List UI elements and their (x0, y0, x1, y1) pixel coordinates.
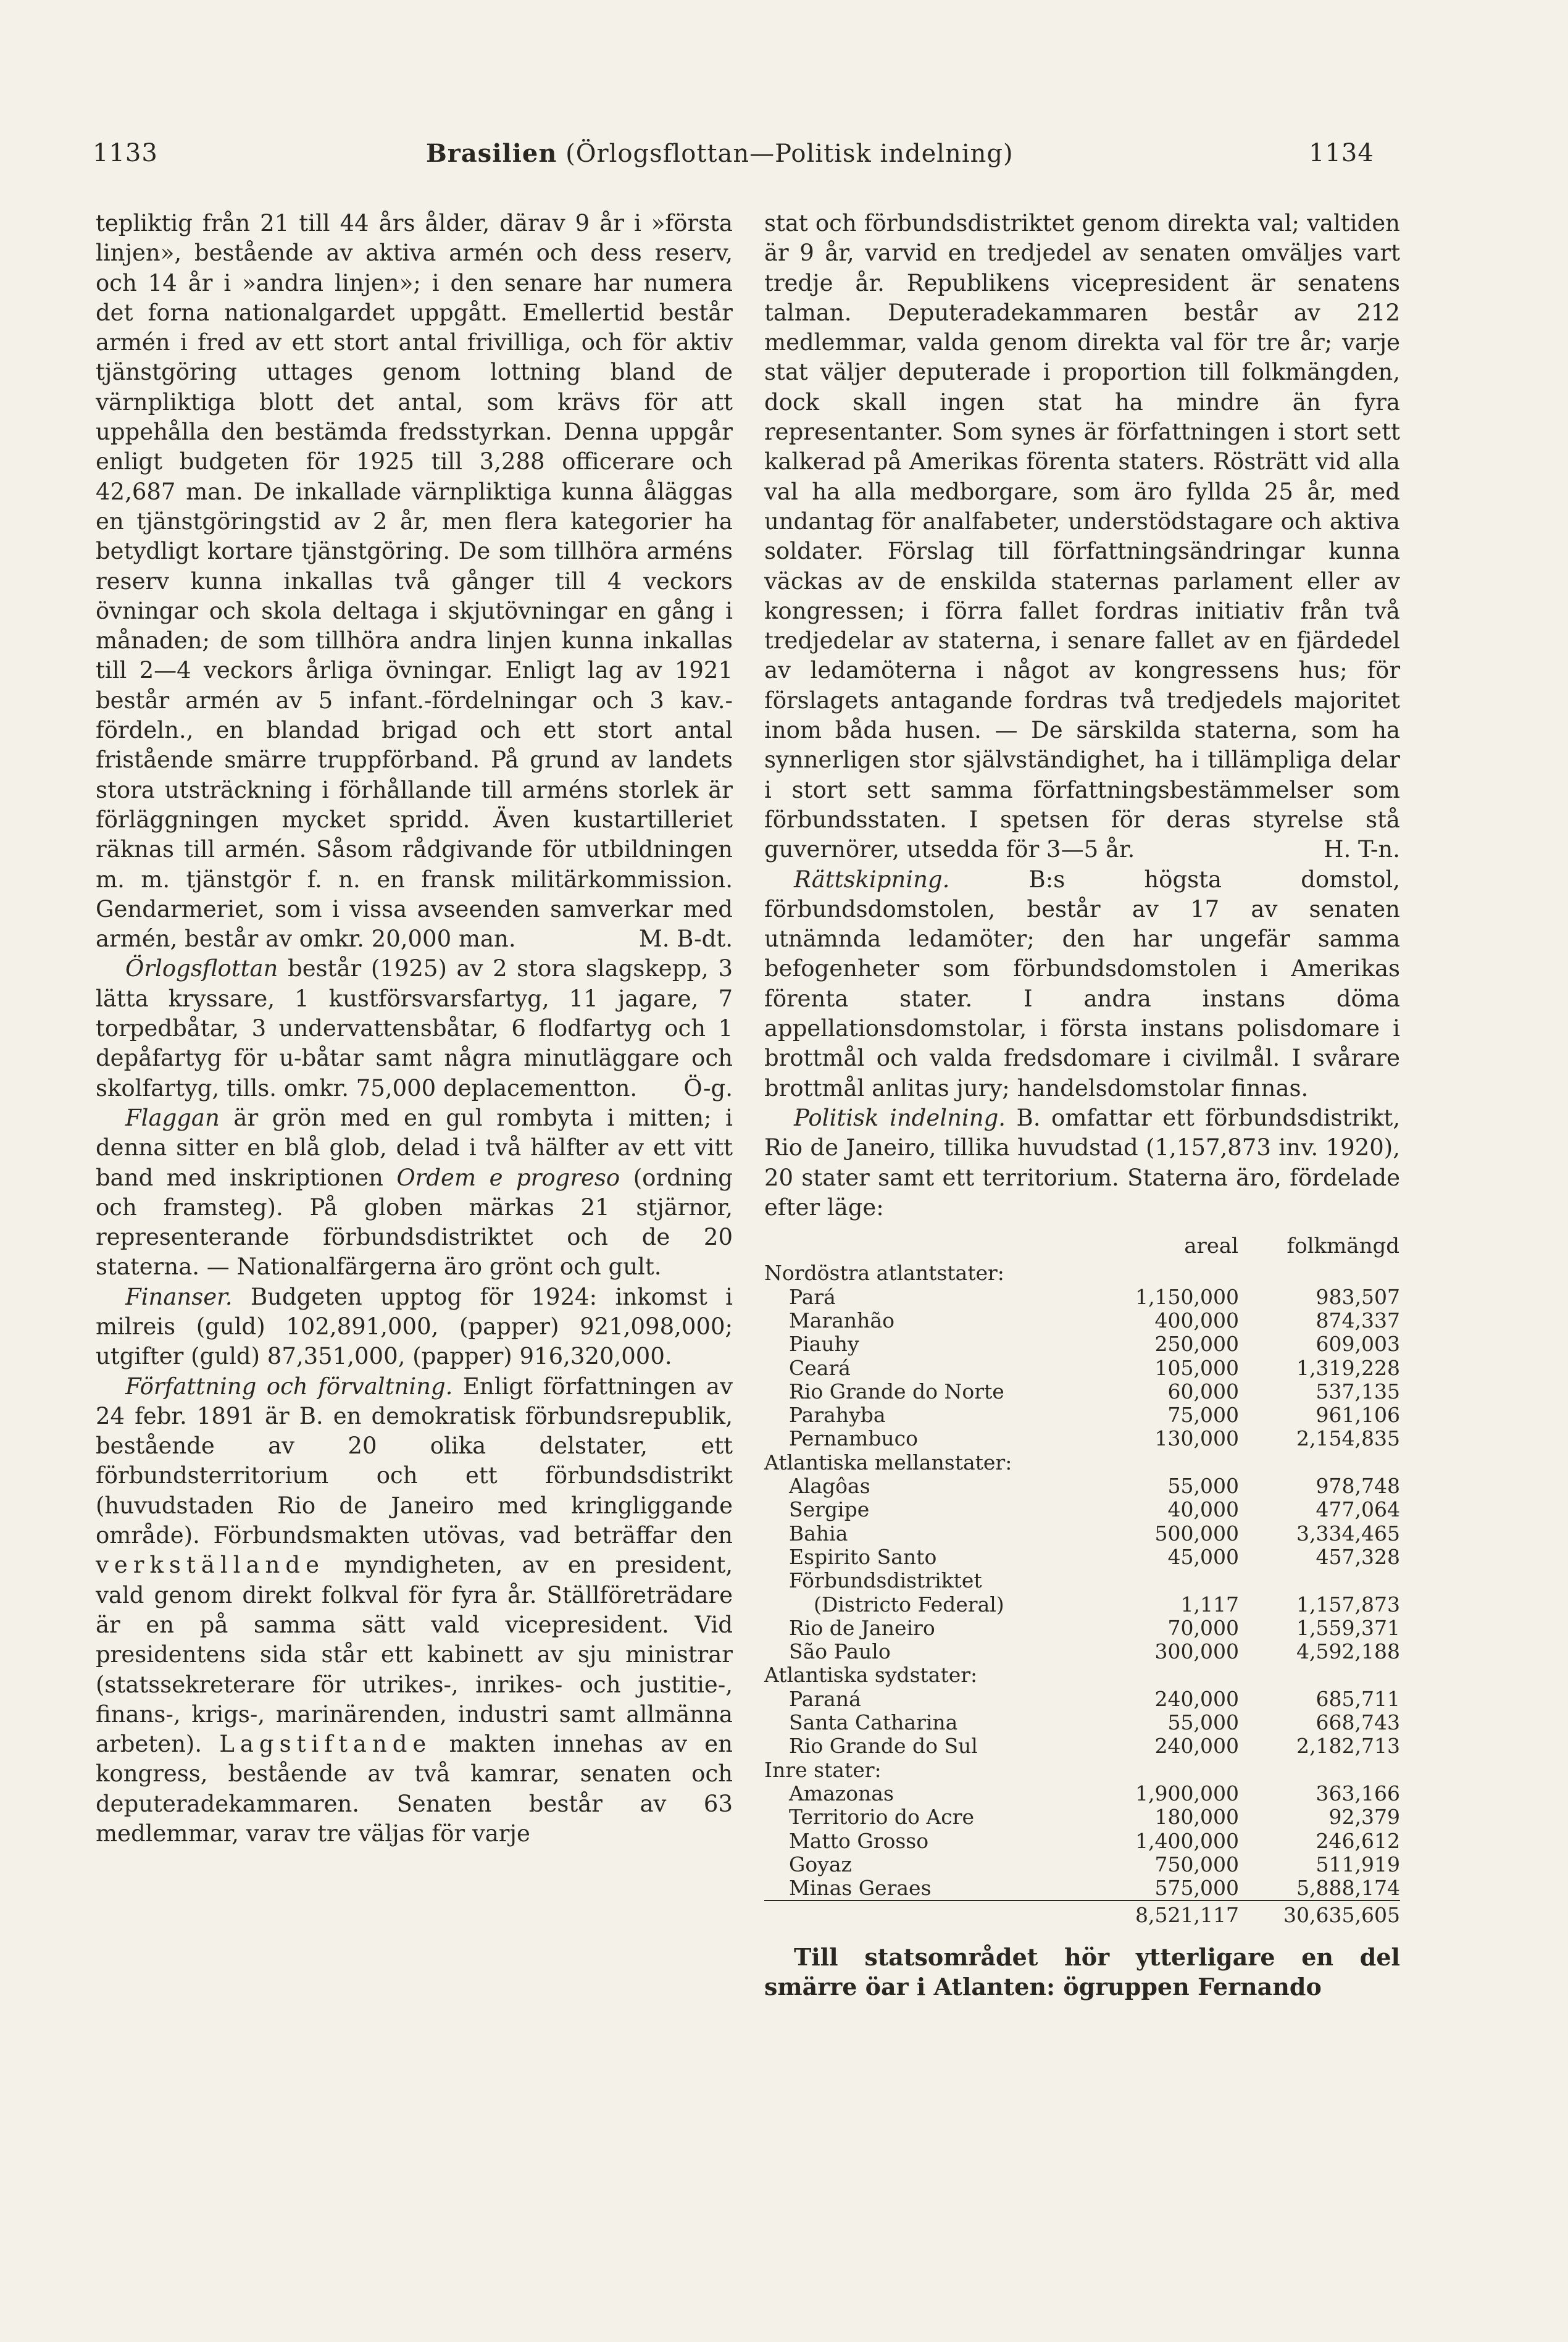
judiciary-paragraph (764, 865, 1400, 1103)
flag-text-a: är grön med en gul rombyta i mitten; i denna sitter en blå glob, delad i två hälfter av ett vitt band med inskriptionen (96, 1104, 733, 1191)
finance-paragraph (96, 1282, 733, 1372)
table-row: Rio Grande do Norte 60,000 537,135 (789, 1379, 1400, 1403)
col-area-header: areal (1184, 1234, 1238, 1259)
right-column (764, 209, 1400, 2002)
judiciary-text: B:s högsta domstol, förbundsdomstolen, består av 17 av senaten utnämnda ledamöter; den har ungefär samma befogenheter som förbundsdomstolen i Amerikas förenta stater. I andra instans döma appellationsdomstolar, i första instans polisdomare i brottmål och valda fredsdomare i civilmål. I svårare brottmål anlitas jury; handelsdomstolar finnas. (764, 866, 1400, 1102)
division-text: B. omfattar ett förbundsdistrikt, Rio de Janeiro, tillika huvudstad (1,157,873 inv. 1920), 20 stater samt ett territorium. Staterna äro, fördelade efter läge: (764, 1104, 1400, 1221)
flag-motto: Ordem e progreso (396, 1164, 620, 1191)
table-row: Territorio do Acre 180,000 92,379 (789, 1805, 1400, 1830)
flag-paragraph (96, 1103, 733, 1282)
group-row: Nordöstra atlantstater: (764, 1261, 1004, 1286)
table-row: Minas Geraes 575,000 5,888,174 (789, 1876, 1400, 1901)
page-number-left: 1133 (93, 139, 158, 167)
division-term: Politisk indelning. (794, 1104, 1006, 1131)
table-row: Rio de Janeiro 70,000 1,559,371 (789, 1615, 1400, 1640)
navy-text: består (1925) av 2 stora slagskepp, 3 lätta kryssare, 1 kustförsvarsfartyg, 11 jagare, 7 torpedbåtar, 3 undervattensbåtar, 6 flodfartyg och 1 depåfartyg för u-båtar samt några minutläggare och skolfartyg, tills. omkr. 75,000 deplacementton. (96, 955, 733, 1102)
table-row: Pernambuco 130,000 2,154,835 (789, 1426, 1400, 1451)
table-row: Matto Grosso 1,400,000 246,612 (789, 1828, 1400, 1853)
table-row: Ceará 105,000 1,319,228 (789, 1355, 1400, 1380)
navy-paragraph (96, 954, 733, 1103)
total-area: 8,521,117 (1096, 1901, 1239, 1927)
left-column (96, 209, 733, 1849)
page-number-right: 1134 (1309, 139, 1374, 167)
states-table (764, 1234, 1400, 1928)
table-row: Parahyba 75,000 961,106 (789, 1403, 1400, 1428)
table-row: Espirito Santo 45,000 457,328 (789, 1544, 1400, 1569)
army-paragraph (96, 209, 733, 954)
table-row: Amazonas 1,900,000 363,166 (789, 1781, 1400, 1805)
executive-spaced: verkställande (96, 1552, 325, 1579)
senate-text: stat och förbundsdistriktet genom direkta val; valtiden är 9 år, varvid en tredjedel av senaten omväljes vart tredje år. Republikens vicepresident är senatens talman. Deputeradekammaren består av 212 medlemmar, valda genom direkta val för tre år; varje stat väljer deputerade i proportion till folkmängden, dock skall ingen stat ha mindre än fyra representanter. Som synes är författningen i stort sett kalkerad på Amerikas förenta staters. Rösträtt vid alla val ha alla medborgare, som äro fyllda 25 år, med undantag för analfabeter, understödstagare och aktiva soldater. Förslag till författningsändringar kunna väckas av de enskilda staternas parlament eller av kongressen; i förra fallet fordras initiativ från två tredjedelar av staterna, i senare fallet av en fjärdedel av ledamöterna i något av kongressens hus; för förslagets antagande fordras två tredjedels majoritet inom båda husen. — De särskilda staterna, som ha synnerligen stor självständighet, ha i tillämpliga delar i stort sett samma författningsbestämmelser som förbundsstaten. I spetsen för deras styrelse stå guvernörer, utsedda för 3—5 år. (764, 210, 1400, 863)
constitution-text-c: makten innehas av en kongress, bestående av två kamrar, senaten och deputeradekammaren. Senaten består av 63 medlemmar, varav tre väljas för varje (96, 1731, 733, 1847)
table-row: Goyaz 750,000 511,919 (789, 1852, 1400, 1876)
table-row: Paraná 240,000 685,711 (789, 1686, 1400, 1711)
constitution-text-a: Enligt författningen av 24 febr. 1891 är B. en demokratisk förbundsrepublik, bestående av 20 olika delstater, ett förbundsterritorium och ett förbundsdistrikt (huvudstaden Rio de Janeiro med kringliggande område). Förbundsmakten utövas, vad beträffar den (96, 1373, 733, 1549)
table-row: Maranhão 400,000 874,337 (789, 1308, 1400, 1332)
table-row: Santa Catharina 55,000 668,743 (789, 1710, 1400, 1735)
army-text: tepliktig från 21 till 44 års ålder, därav 9 år i »första linjen», bestående av aktiva armén och dess reserv, och 14 år i »andra linjen»; i den senare har numera det forna nationalgardet uppgått. Emellertid består armén i fred av ett stort antal frivilliga, och för aktiv tjänstgöring uttages genom lottning bland de värnpliktiga blott det antal, som krävs för att uppehålla den bestämda fredsstyrkan. Denna uppgår enligt budgeten för 1925 till 3,288 officerare och 42,687 man. De inkallade värnpliktiga kunna åläggas en tjänstgöringstid av 2 år, men flera kategorier ha betydligt kortare tjänstgöring. De som tillhöra arméns reserv kunna inkallas två gånger till 4 veckors övningar och skola deltaga i skjutövningar en gång i månaden; de som tillhöra andra linjen kunna inkallas till 2—4 veckors årliga övningar. Enligt lag av 1921 består armén av 5 infant.-fördelningar och 3 kav.-fördeln., en blandad brigad och ett stort antal fristående smärre truppförband. På grund av landets stora utsträckning i förhållande till arméns storlek är förläggningen mycket spridd. Även kustartilleriet räknas till armén. Såsom rådgivande för utbildningen m. m. tjänstgör f. n. en fransk militärkommission. Gendarmeriet, som i vissa avseenden samverkar med armén, består av omkr. 20,000 man. (96, 210, 733, 953)
flag-text-b: (ordning och framsteg). På globen märkas 21 stjärnor, representerande förbundsdistriktet och de 20 staterna. — Nationalfärgerna äro grönt och gult. (96, 1164, 733, 1281)
group-row: Inre stater: (764, 1757, 882, 1782)
navy-term: Örlogsflottan (125, 955, 278, 982)
navy-signature: Ö-g. (683, 1074, 733, 1102)
table-header-row (764, 1234, 1400, 1261)
legislative-spaced: Lagstiftande (219, 1731, 432, 1758)
table-row: São Paulo 300,000 4,592,188 (789, 1639, 1400, 1664)
table-row: Bahia 500,000 3,334,465 (789, 1521, 1400, 1545)
table-row: Rio Grande do Sul 240,000 2,182,713 (789, 1734, 1400, 1759)
header-title-rest: (Örlogsflottan—Politisk indelning) (557, 140, 1014, 168)
division-paragraph (764, 1103, 1400, 1223)
table-row: Sergipe 40,000 477,064 (789, 1497, 1400, 1522)
total-pop: 30,635,605 (1239, 1901, 1400, 1927)
senate-paragraph (764, 209, 1400, 865)
constitution-paragraph (96, 1372, 733, 1849)
total-row (764, 1901, 1400, 1927)
header-title-bold: Brasilien (426, 139, 557, 168)
table-row: (Districto Federal) 1,117 1,157,873 (814, 1592, 1400, 1616)
col-pop-header: folkmängd (1287, 1234, 1399, 1259)
constitution-term: Författning och förvaltning. (125, 1373, 453, 1400)
finance-text: Budgeten upptog för 1924: inkomst i milreis (guld) 102,891,000, (papper) 921,098,000; utgifter (guld) 87,351,000, (papper) 916,320,000. (96, 1283, 733, 1370)
running-header (426, 139, 1014, 168)
table-row: Piauhy 250,000 609,003 (789, 1332, 1400, 1357)
senate-signature: H. T-n. (1324, 836, 1400, 863)
constitution-text-b: myndigheten, av en president, vald genom direkt folkval för fyra år. Ställföreträdare är en på samma sätt vald vicepresident. Vid presidentens sida står ett kabinett av sju ministrar (statssekreterare för utrikes-, inrikes- och justitie-, finans-, krigs-, marinärenden, industri samt allmänna arbeten). (96, 1552, 733, 1758)
group-row: Atlantiska sydstater: (764, 1663, 978, 1687)
district-title-row: Förbundsdistriktet (789, 1568, 982, 1593)
army-signature: M. B-dt. (638, 926, 733, 953)
flag-term: Flaggan (125, 1104, 220, 1131)
finance-term: Finanser. (125, 1283, 233, 1310)
islands-paragraph: Till statsområdet hör ytterligare en del smärre öar i Atlanten: ögruppen Fernando (764, 1943, 1400, 2001)
judiciary-term: Rättskipning. (794, 866, 950, 893)
table-row: Alagôas 55,000 978,748 (789, 1474, 1400, 1499)
table-row: Pará 1,150,000 983,507 (789, 1284, 1400, 1309)
group-row: Atlantiska mellanstater: (764, 1450, 1012, 1474)
